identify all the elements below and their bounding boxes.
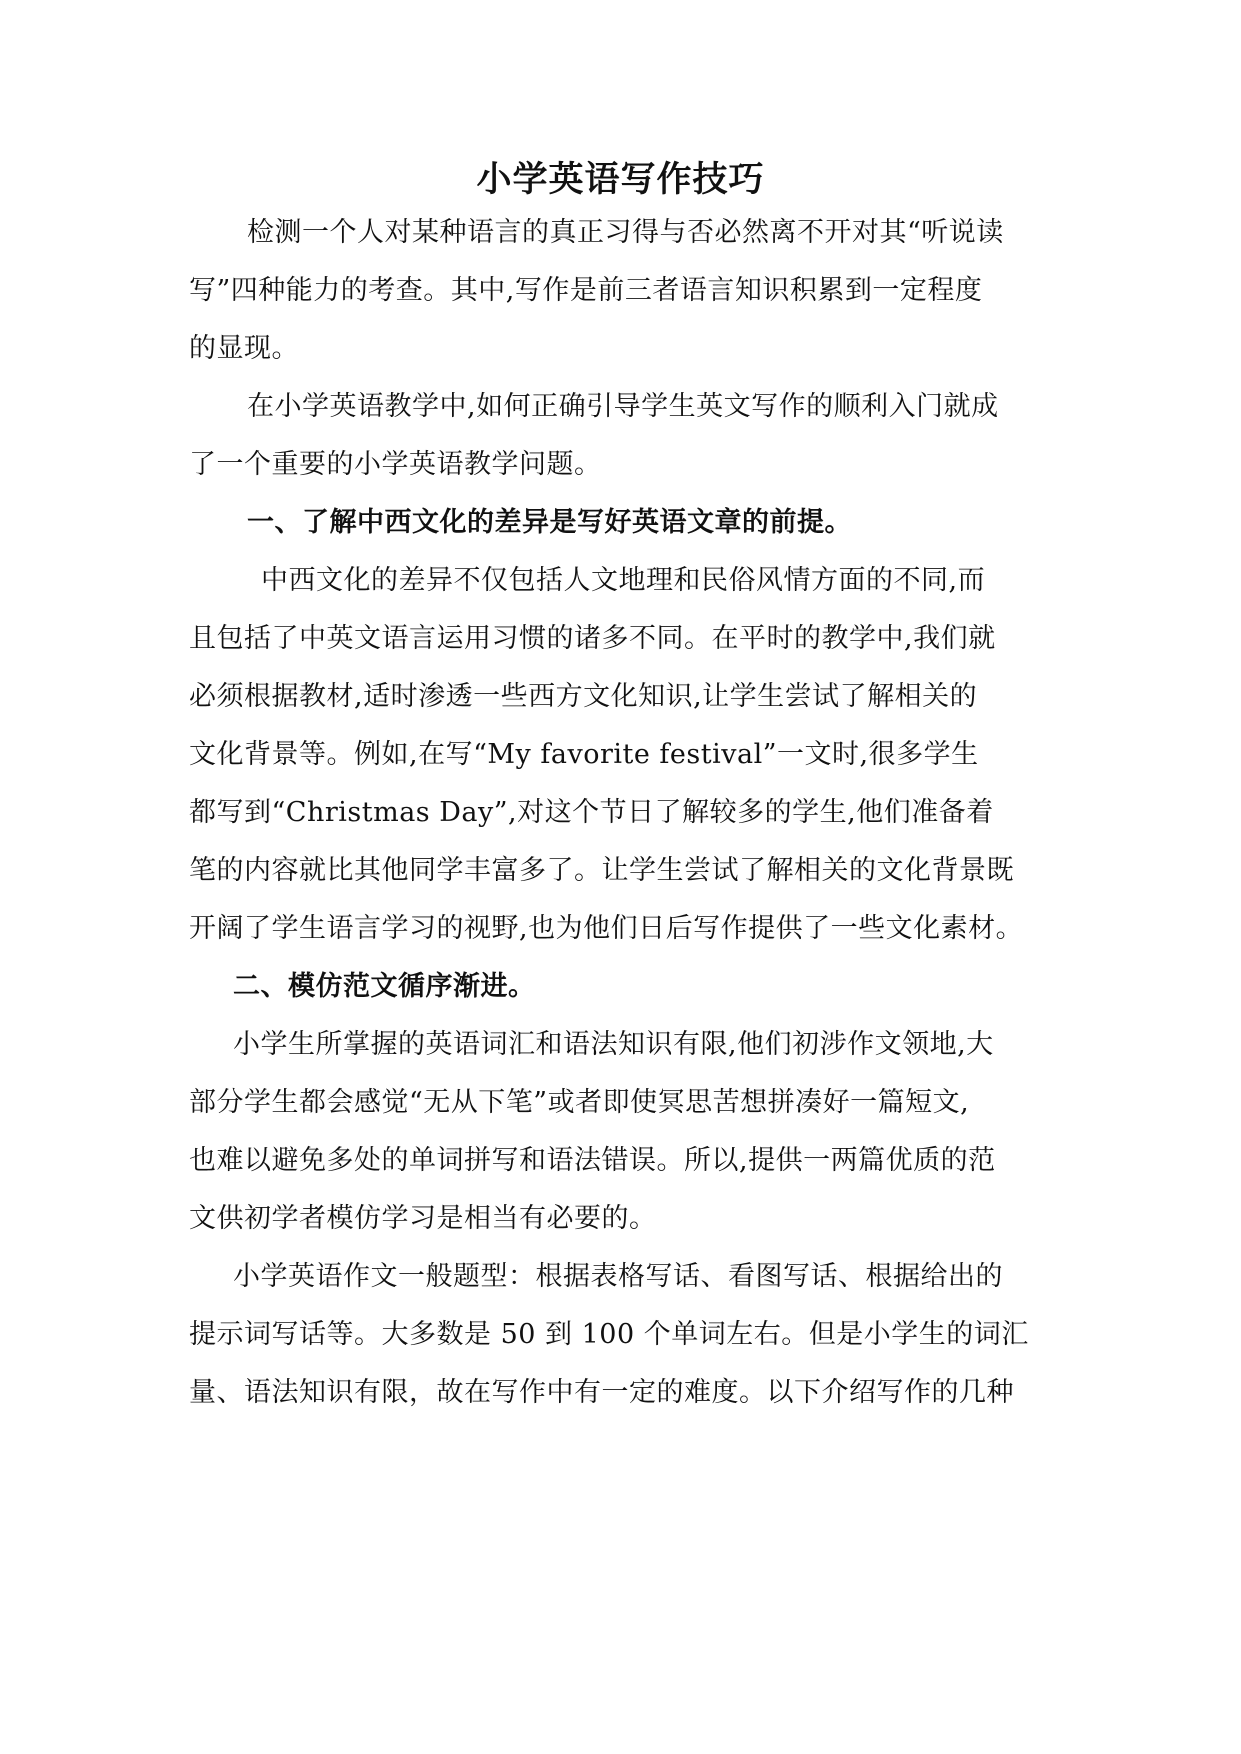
paragraph-2-line-2: 了一个重要的小学英语教学问题。 (189, 449, 602, 480)
paragraph-3-line-3: 必须根据教材,适时渗透一些西方文化知识,让学生尝试了解相关的 (189, 681, 978, 712)
paragraph-3-line-6: 笔的内容就比其他同学丰富多了。让学生尝试了解相关的文化背景既 (189, 855, 1014, 886)
paragraph-4-line-3: 也难以避免多处的单词拼写和语法错误。所以,提供一两篇优质的范 (189, 1145, 996, 1176)
paragraph-3-line-1: 中西文化的差异不仅包括人文地理和民俗风情方面的不同,而 (261, 565, 986, 596)
paragraph-3-line-2: 且包括了中英文语言运用习惯的诸多不同。在平时的教学中,我们就 (189, 623, 996, 654)
paragraph-5-line-3: 量、语法知识有限，故在写作中有一定的难度。以下介绍写作的几种 (189, 1377, 1014, 1408)
paragraph-3-line-7: 开阔了学生语言学习的视野,也为他们日后写作提供了一些文化素材。 (189, 913, 1024, 944)
paragraph-4-line-2: 部分学生都会感觉“无从下笔”或者即使冥思苦想拼凑好一篇短文, (189, 1087, 970, 1118)
paragraph-3-line-5: 都写到“Christmas Day”,对这个节日了解较多的学生,他们准备着 (189, 797, 994, 828)
paragraph-5-line-2: 提示词写话等。大多数是 50 到 100 个单词左右。但是小学生的词汇 (189, 1319, 1029, 1350)
section-heading-2: 二、模仿范文循序渐进。 (233, 971, 536, 1002)
paragraph-3-line-4: 文化背景等。例如,在写“My favorite festival”一文时,很多学生 (189, 739, 979, 770)
paragraph-4-line-1: 小学生所掌握的英语词汇和语法知识有限,他们初涉作文领地,大 (233, 1029, 994, 1060)
paragraph-5-line-1: 小学英语作文一般题型：根据表格写话、看图写话、根据给出的 (233, 1261, 1003, 1292)
paragraph-4-line-4: 文供初学者模仿学习是相当有必要的。 (189, 1203, 657, 1234)
document-title: 小学英语写作技巧 (476, 159, 765, 200)
paragraph-2-line-1: 在小学英语教学中,如何正确引导学生英文写作的顺利入门就成 (247, 391, 999, 422)
paragraph-1-line-1: 检测一个人对某种语言的真正习得与否必然离不开对其“听说读 (247, 217, 1004, 248)
section-heading-1: 一、了解中西文化的差异是写好英语文章的前提。 (247, 507, 852, 538)
paragraph-1-line-2: 写”四种能力的考查。其中,写作是前三者语言知识积累到一定程度 (189, 275, 983, 306)
paragraph-1-line-3: 的显现。 (189, 333, 299, 364)
